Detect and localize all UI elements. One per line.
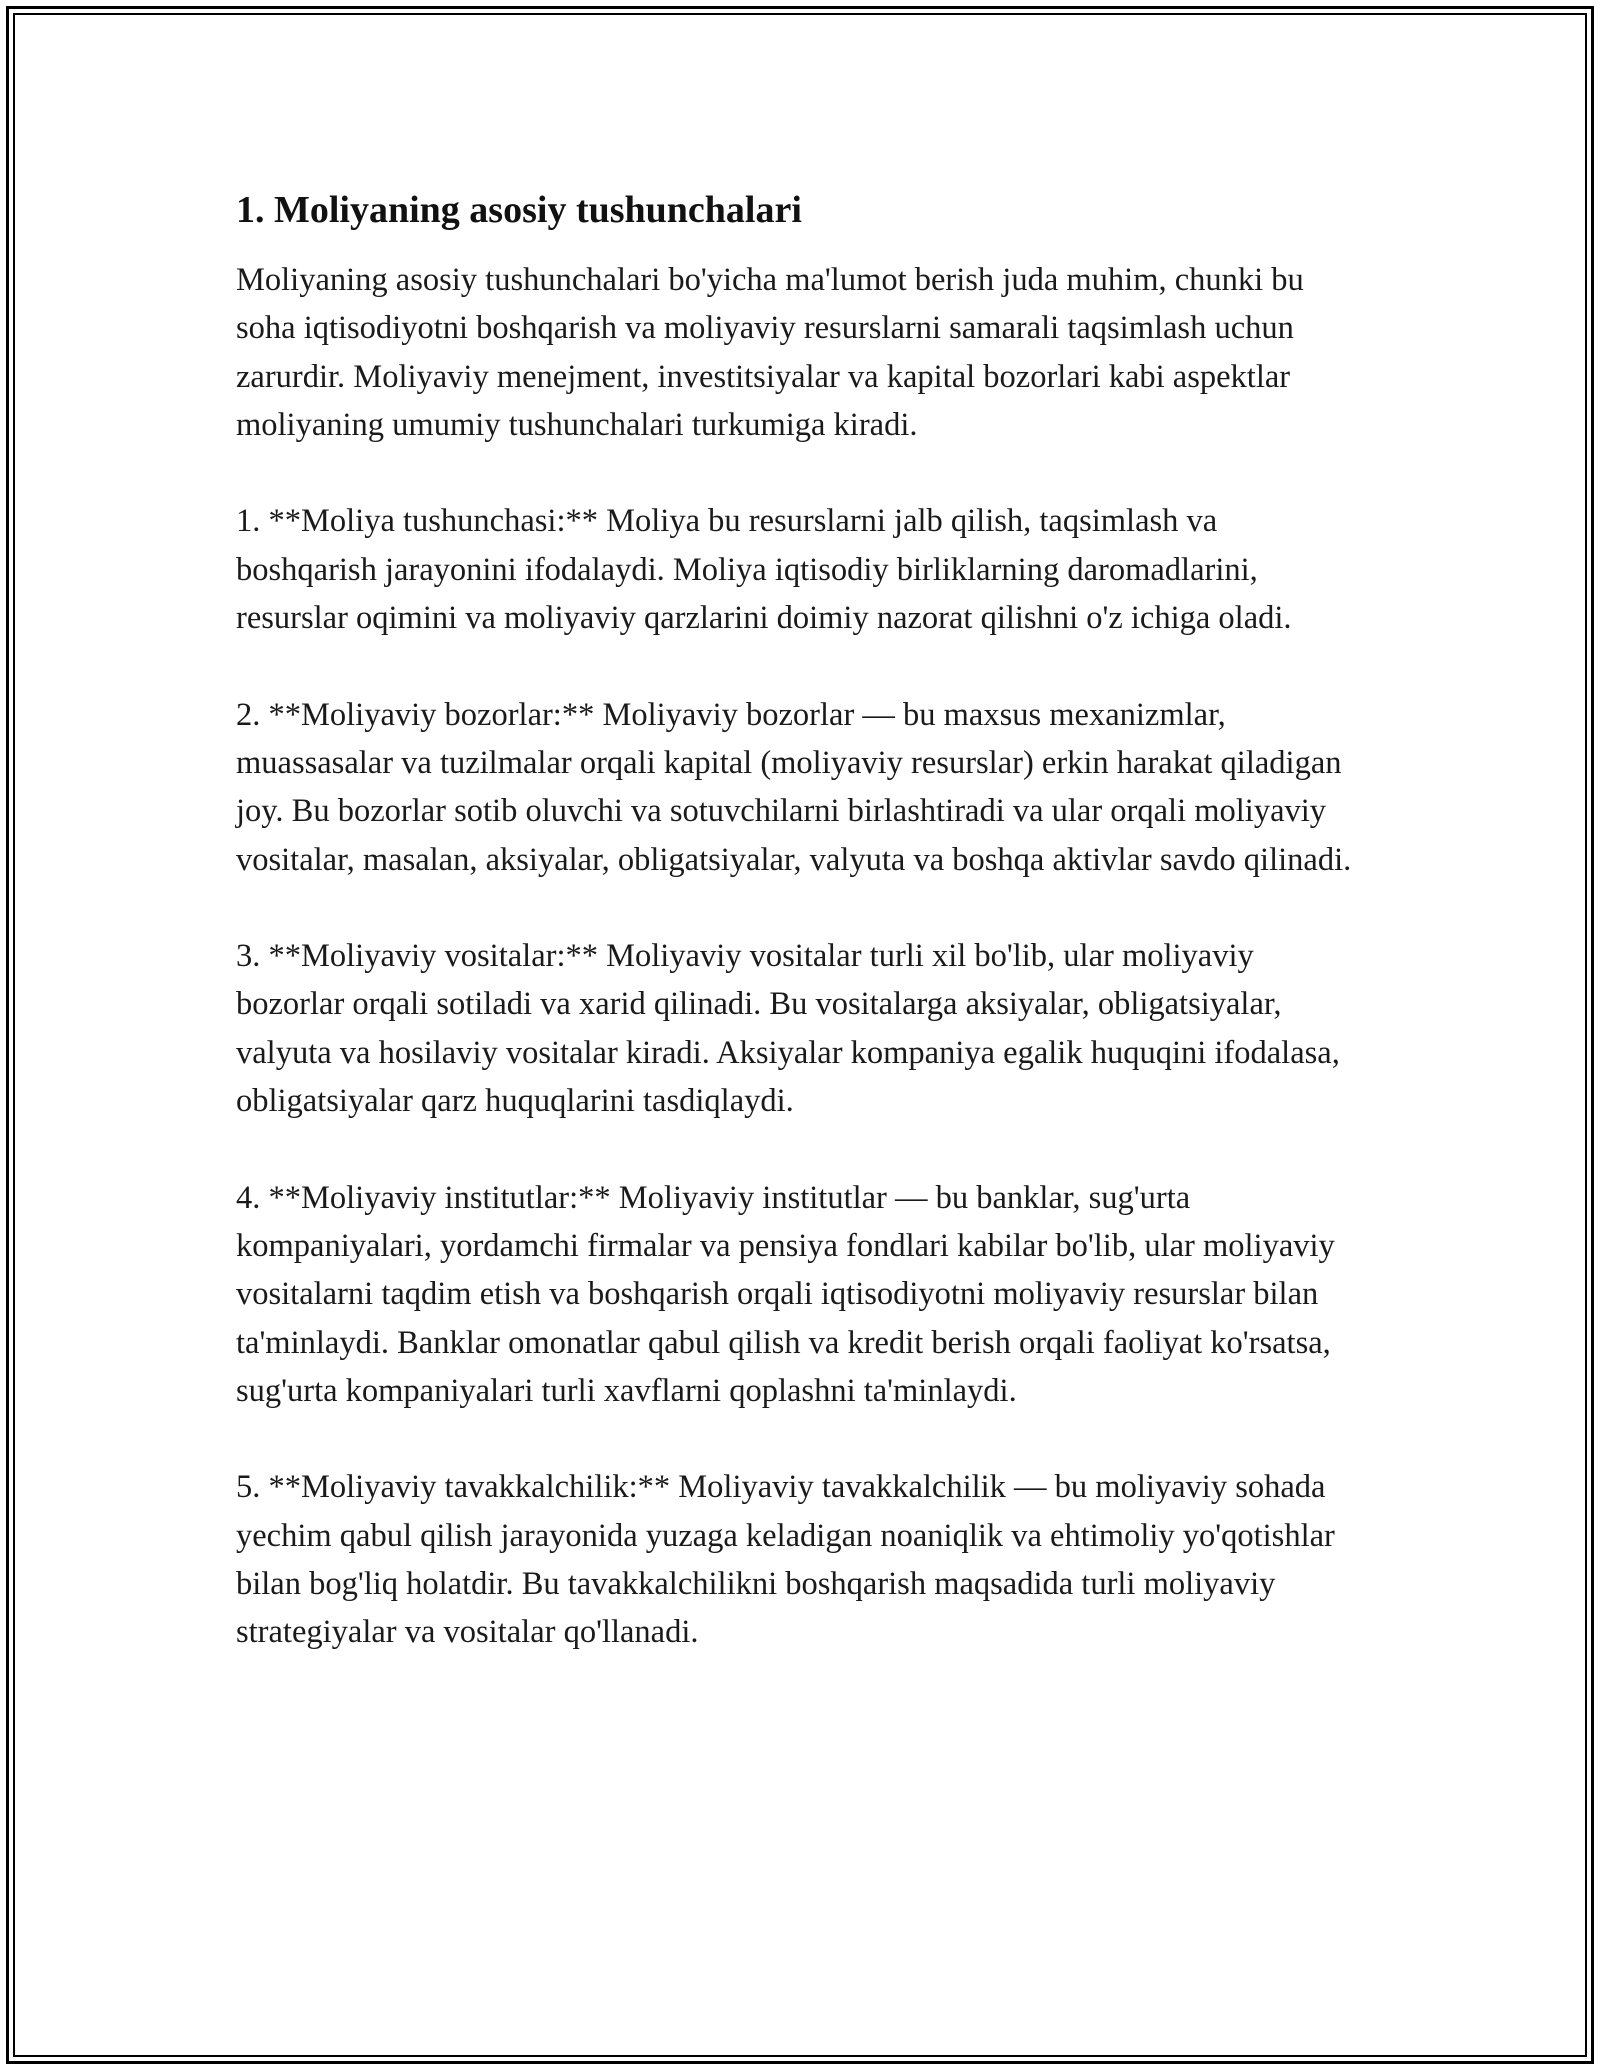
- paragraph-moliyaviy-tavakkalchilik: 5. **Moliyaviy tavakkalchilik:** Moliyaviy tavakkalchilik — bu moliyaviy sohada yechim qabul qilish jarayonida yuzaga keladigan noaniqlik va ehtimoliy yo'qotishlar bilan bog'liq holatdir. Bu tavakkalchilikni boshqarish maqsadida turli moliyaviy strategiyalar va vositalar qo'llanadi.: [236, 1469, 1335, 1651]
- paragraph-moliyaviy-bozorlar: 2. **Moliyaviy bozorlar:** Moliyaviy bozorlar — bu maxsus mexanizmlar, muassasalar va tuzilmalar orqali kapital (moliyaviy resurslar) erkin harakat qiladigan joy. Bu bozorlar sotib oluvchi va sotuvchilarni birlashtiradi va ular orqali moliyaviy vositalar, masalan, aksiyalar, obligatsiyalar, valyuta va boshqa aktivlar savdo qilinadi.: [236, 696, 1352, 878]
- paragraph-moliyaviy-vositalar: 3. **Moliyaviy vositalar:** Moliyaviy vositalar turli xil bo'lib, ular moliyaviy bozorlar orqali sotiladi va xarid qilinadi. Bu vositalarga aksiyalar, obligatsiyalar, valyuta va hosilaviy vositalar kiradi. Aksiyalar kompaniya egalik huquqini ifodalasa, obligatsiyalar qarz huquqlarini tasdiqlaydi.: [236, 938, 1340, 1120]
- section-heading: 1. Moliyaning asosiy tushunchalari: [236, 189, 802, 231]
- document-body: [236, 186, 1366, 1705]
- paragraph-moliyaviy-institutlar: 4. **Moliyaviy institutlar:** Moliyaviy institutlar — bu banklar, sug'urta kompaniyalari, yordamchi firmalar va pensiya fondlari kabilar bo'lib, ular moliyaviy vositalarni taqdim etish va boshqarish orqali iqtisodiyotni moliyaviy resurslar bilan ta'minlaydi. Banklar omonatlar qabul qilish va kredit berish orqali faoliyat ko'rsatsa, sug'urta kompaniyalari turli xavflarni qoplashni ta'minlaydi.: [236, 1179, 1335, 1409]
- paragraph-moliya-tushunchasi: 1. **Moliya tushunchasi:** Moliya bu resurslarni jalb qilish, taqsimlash va boshqarish jarayonini ifodalaydi. Moliya iqtisodiy birliklarning daromadlarini, resurslar oqimini va moliyaviy qarzlarini doimiy nazorat qilishni o'z ichiga oladi.: [236, 503, 1292, 637]
- intro-paragraph: Moliyaning asosiy tushunchalari bo'yicha ma'lumot berish juda muhim, chunki bu soha iqtisodiyotni boshqarish va moliyaviy resurslarni samarali taqsimlash uchun zarurdir. Moliyaviy menejment, investitsiyalar va kapital bozorlari kabi aspektlar moliyaning umumiy tushunchalari turkumiga kiradi.: [236, 262, 1304, 443]
